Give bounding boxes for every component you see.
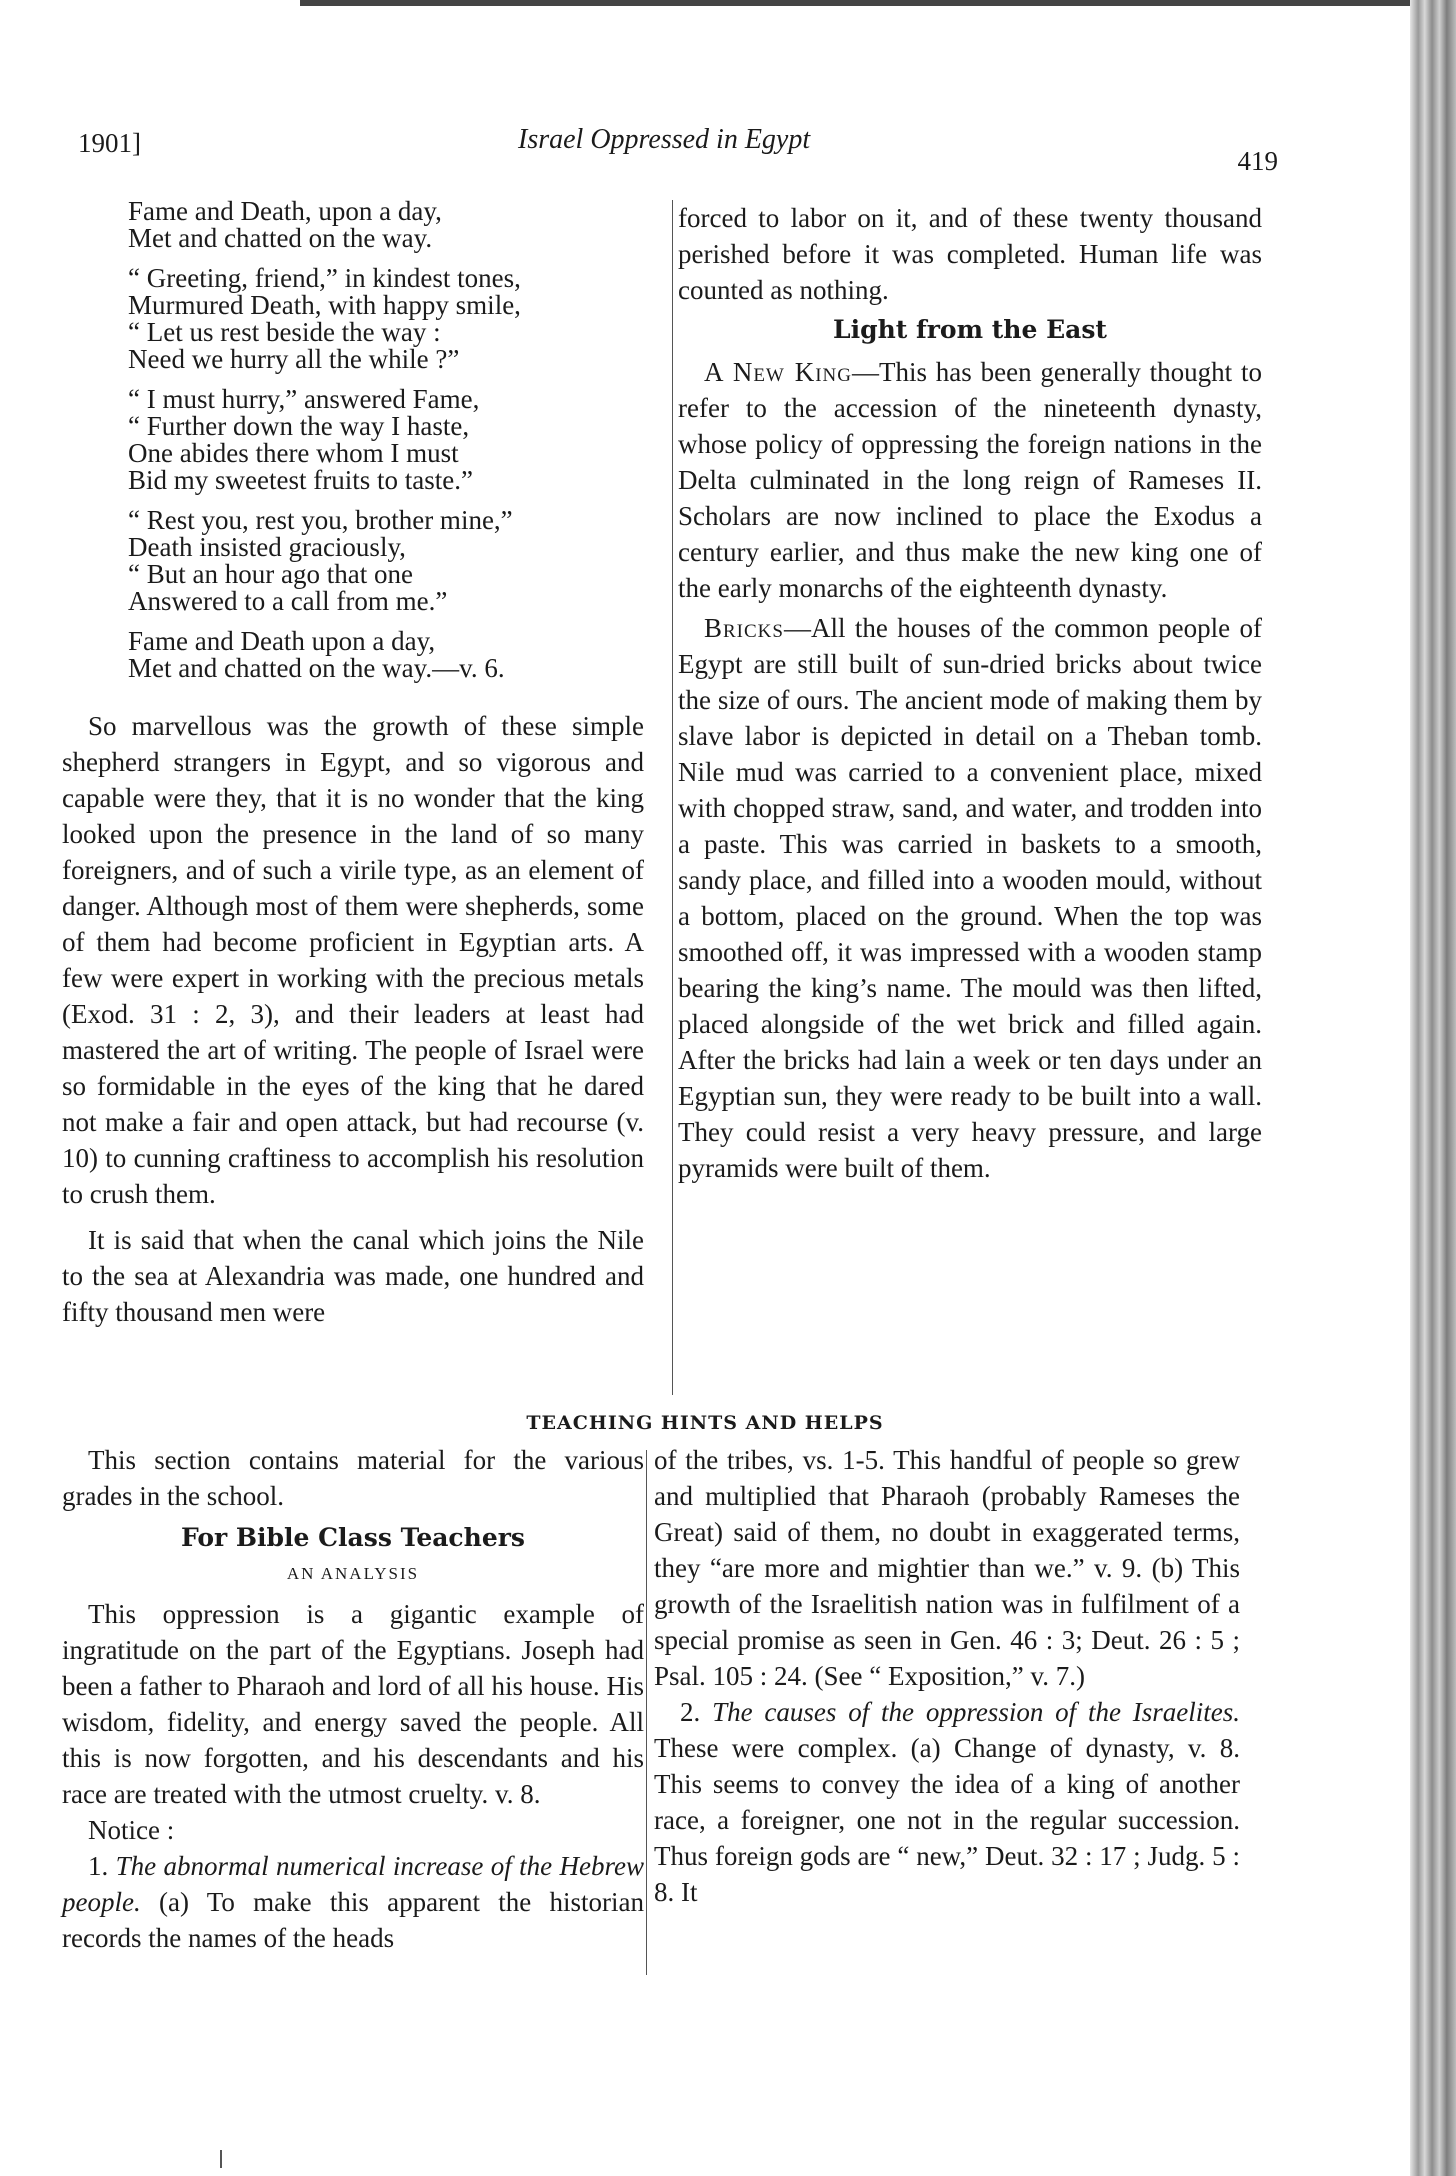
item-number: 2. bbox=[680, 1697, 701, 1727]
right-column-text bbox=[678, 200, 1262, 1186]
teaching-right-column bbox=[654, 1442, 1240, 1910]
poem-stanza bbox=[128, 507, 648, 615]
poem bbox=[128, 198, 648, 695]
header-title: Israel Oppressed in Egypt bbox=[518, 124, 811, 155]
poem-line: Murmured Death, with happy smile, bbox=[128, 290, 521, 320]
scan-mark bbox=[220, 2150, 222, 2168]
running-head bbox=[78, 120, 1278, 176]
paragraph bbox=[654, 1694, 1240, 1910]
paragraph-text: —All the houses of the common people of Egypt are still built of sun-dried bricks about twice the size of ours. The ancient mode of making them by slave labor is depicted in detail on a Theban tomb. Nile mud was carried to a convenient place, mixed with chopped straw, sand, and water, and trodden into a paste. This was carried in baskets to a smooth, sandy place, and filled into a wooden mould, without a bottom, placed on the ground. When the top was smoothed off, it was impressed with a wooden stamp bearing the king’s name. The mould was then lifted, placed alongside of the wet brick and filled again. After the bricks had lain a week or ten days under an Egyptian sun, they were ready to be built into a wall. They could resist a very heavy pressure, and large pyramids were built of them. bbox=[678, 613, 1262, 1183]
poem-line: “ Further down the way I haste, bbox=[128, 411, 470, 441]
run-in-head: A New King bbox=[704, 357, 852, 387]
paragraph bbox=[62, 1848, 644, 1956]
poem-line: Met and chatted on the way.—v. 6. bbox=[128, 653, 505, 683]
item-title: The causes of the oppression of the Israelites. bbox=[712, 1697, 1241, 1727]
poem-line: Fame and Death, upon a day, bbox=[128, 196, 442, 226]
poem-stanza bbox=[128, 265, 648, 373]
poem-line: “ Let us rest beside the way : bbox=[128, 317, 441, 347]
poem-line: “ Greeting, friend,” in kindest tones, bbox=[128, 263, 521, 293]
item-title: The abnormal numerical increase of the Hebrew people. bbox=[62, 1851, 644, 1917]
poem-line: “ Rest you, rest you, brother mine,” bbox=[128, 505, 513, 535]
column-rule bbox=[646, 1450, 647, 1975]
poem-line: Need we hurry all the while ?” bbox=[128, 344, 460, 374]
section-heading: Light from the East bbox=[833, 315, 1107, 344]
poem-line: Answered to a call from me.” bbox=[128, 586, 448, 616]
item-text: (a) To make this apparent the historian records the names of the heads bbox=[62, 1887, 645, 1953]
poem-line: One abides there whom I must bbox=[128, 438, 459, 468]
poem-stanza bbox=[128, 198, 648, 252]
subsubheading: AN ANALYSIS bbox=[286, 1564, 420, 1583]
item-number: 1. bbox=[88, 1851, 109, 1881]
paragraph: forced to labor on it, and of these twenty thousand perished before it was completed. Human life was counted as nothing. bbox=[678, 203, 1262, 305]
poem-line: Fame and Death upon a day, bbox=[128, 626, 436, 656]
page-number: 419 bbox=[1237, 146, 1278, 176]
book-page-edges bbox=[1410, 0, 1456, 2176]
paragraph: It is said that when the canal which joins the Nile to the sea at Alexandria was made, one hundred and fifty thousand men were bbox=[62, 1225, 644, 1327]
subheading: For Bible Class Teachers bbox=[181, 1523, 525, 1552]
paragraph bbox=[678, 354, 1262, 606]
poem-stanza bbox=[128, 628, 648, 682]
paragraph: of the tribes, vs. 1-5. This handful of people so grew and multiplied that Pharaoh (probably Rameses the Great) said of them, no doubt in exaggerated terms, they “are more and mightier than we.” v. 9. (b) This growth of the Israelitish nation was in fulfilment of a special promise as seen in Gen. 46 : 3; Deut. 26 : 5 ; Psal. 105 : 24. (See “ Exposition,” v. 7.) bbox=[654, 1445, 1240, 1691]
left-column-text bbox=[62, 708, 644, 1330]
teaching-left-column bbox=[62, 1442, 644, 1956]
item-text: These were complex. (a) Change of dynasty, v. 8. This seems to convey the idea of a king of another race, a foreigner, one not in the regular succession. Thus foreign gods are “ new,” Deut. 32 : 17 ; Judg. 5 : 8. It bbox=[654, 1733, 1240, 1907]
paragraph-text: —This has been generally thought to refer to the accession of the nineteenth dynasty, whose policy of oppressing the foreign nations in the Delta culminated in the long reign of Rameses II. Scholars are now inclined to place the Exodus a century earlier, and thus make the new king one of the early monarchs of the eighteenth dynasty. bbox=[678, 357, 1262, 603]
poem-stanza bbox=[128, 386, 648, 494]
poem-line: “ But an hour ago that one bbox=[128, 559, 413, 589]
paragraph bbox=[678, 610, 1262, 1186]
teaching-section-title: TEACHING HINTS AND HELPS bbox=[526, 1412, 884, 1434]
poem-line: Death insisted graciously, bbox=[128, 532, 406, 562]
poem-line: Met and chatted on the way. bbox=[128, 223, 433, 253]
paragraph: So marvellous was the growth of these simple shepherd strangers in Egypt, and so vigorous and capable were they, that it is no wonder that the king looked upon the presence in the land of so many foreigners, and of such a virile type, as an element of danger. Although most of them were shepherds, some of them had become proficient in Egyptian arts. A few were expert in working with the precious metals (Exod. 31 : 2, 3), and their leaders at least had mastered the art of writing. The people of Israel were so formidable in the eyes of the king that he dared not make a fair and open attack, but had recourse (v. 10) to cunning craftiness to accomplish his resolution to crush them. bbox=[62, 711, 644, 1209]
paragraph: This oppression is a gigantic example of ingratitude on the part of the Egyptians. Joseph had been a father to Pharaoh and lord of all his house. His wisdom, fidelity, and energy saved the people. All this is now forgotten, and his descendants and his race are treated with the utmost cruelty. v. 8. bbox=[62, 1599, 644, 1809]
run-in-head: Bricks bbox=[704, 613, 784, 643]
column-rule bbox=[672, 200, 673, 1395]
paragraph: Notice : bbox=[88, 1815, 175, 1845]
header-year: 1901] bbox=[78, 128, 141, 158]
poem-line: “ I must hurry,” answered Fame, bbox=[128, 384, 480, 414]
poem-line: Bid my sweetest fruits to taste.” bbox=[128, 465, 473, 495]
paragraph: This section contains material for the various grades in the school. bbox=[62, 1445, 644, 1511]
